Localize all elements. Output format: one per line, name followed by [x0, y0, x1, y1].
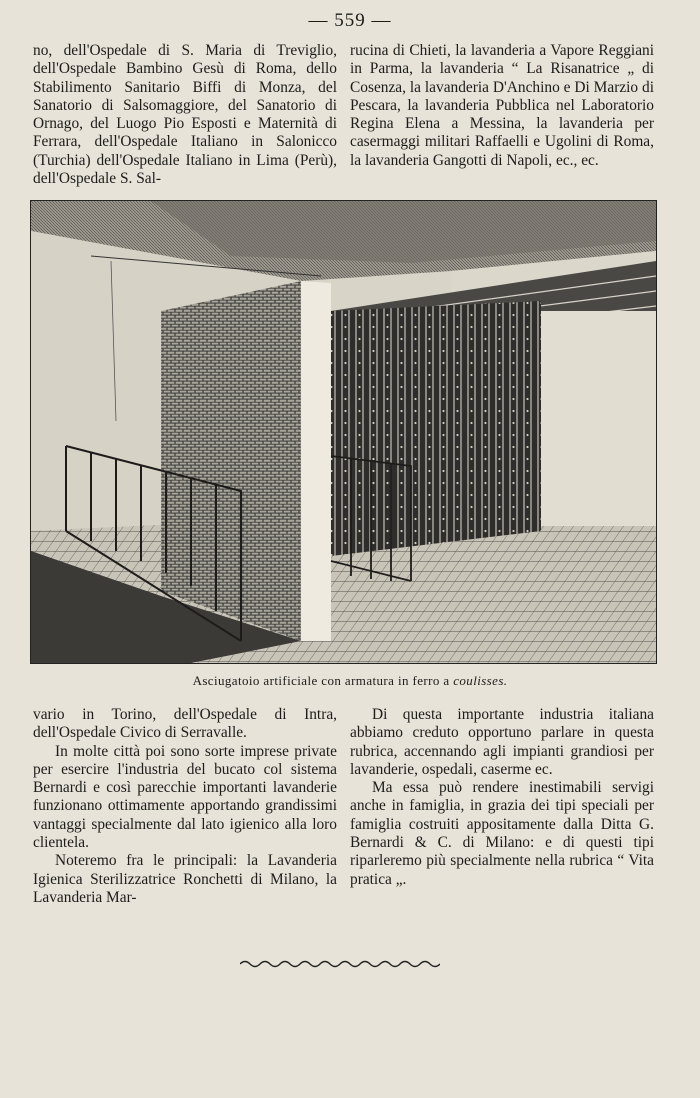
figure-caption	[0, 673, 700, 689]
bottom-right-column	[350, 706, 654, 889]
engraving-illustration	[30, 200, 657, 664]
paragraph: Ma essa può rendere inestimabili servigi anche in famiglia, in grazia dei tipi speciali per famiglia costruiti appositamente dalla Ditta G. Bernardi & C. di Milano: e di questi tipi riparleremo più specialmente nella rubrica “ Vita pratica „.	[350, 779, 654, 888]
paragraph: Noteremo fra le principali: la Lavanderia Igienica Sterilizzatrice Ronchetti di Milano, la Lavanderia Mar-	[33, 852, 337, 906]
paragraph: Di questa importante industria italiana abbiamo creduto opportuno parlare in questa rubrica, accennando agli impianti grandiosi per lavanderie, ospedali, caserme ec.	[350, 706, 654, 778]
page-number: — 559 —	[308, 10, 392, 31]
top-right-column	[350, 42, 654, 170]
caption-italic-word: coulisses.	[453, 673, 508, 688]
drying-room-engraving	[31, 201, 656, 663]
paragraph: no, dell'Ospedale di S. Maria di Treviglio, dell'Ospedale Bambino Gesù di Roma, dello Stabilimento Sanitario Biffi di Monza, del Sanatorio di Salsomaggiore, del Sanatorio di Ornago, del Luogo Pio Esposti e Maternità di Ferrara, dell'Ospedale Italiano in Salonicco (Turchia) dell'Ospedale Italiano in Lima (Perù), dell'Ospedale S. Sal-	[33, 42, 337, 188]
paragraph: In molte città poi sono sorte imprese private per esercire l'industria del bucato col sistema Bernardi e così parecchie importanti lavanderie funzionano ottimamente apportando grandissimi vantaggi specialmente dal lato igienico alla loro clientela.	[33, 742, 337, 852]
caption-text: Asciugatoio artificiale con armatura in ferro a	[192, 673, 454, 688]
wavy-divider-ornament	[240, 958, 440, 970]
paragraph: vario in Torino, dell'Ospedale di Intra, dell'Ospedale Civico di Serravalle.	[33, 706, 337, 742]
paragraph: rucina di Chieti, la lavanderia a Vapore Reggiani in Parma, la lavanderia “ La Risanatrice „ di Cosenza, la lavanderia D'Anchino e Di Marzio di Pescara, la lavanderia Pubblica nel Laboratorio Regina Elena a Messina, la lavanderia per casermaggi militari Raffaelli e Ugolini di Roma, la lavanderia Gangotti di Napoli, ec., ec.	[350, 42, 654, 169]
bottom-left-column	[33, 706, 337, 907]
top-left-column	[33, 42, 337, 188]
